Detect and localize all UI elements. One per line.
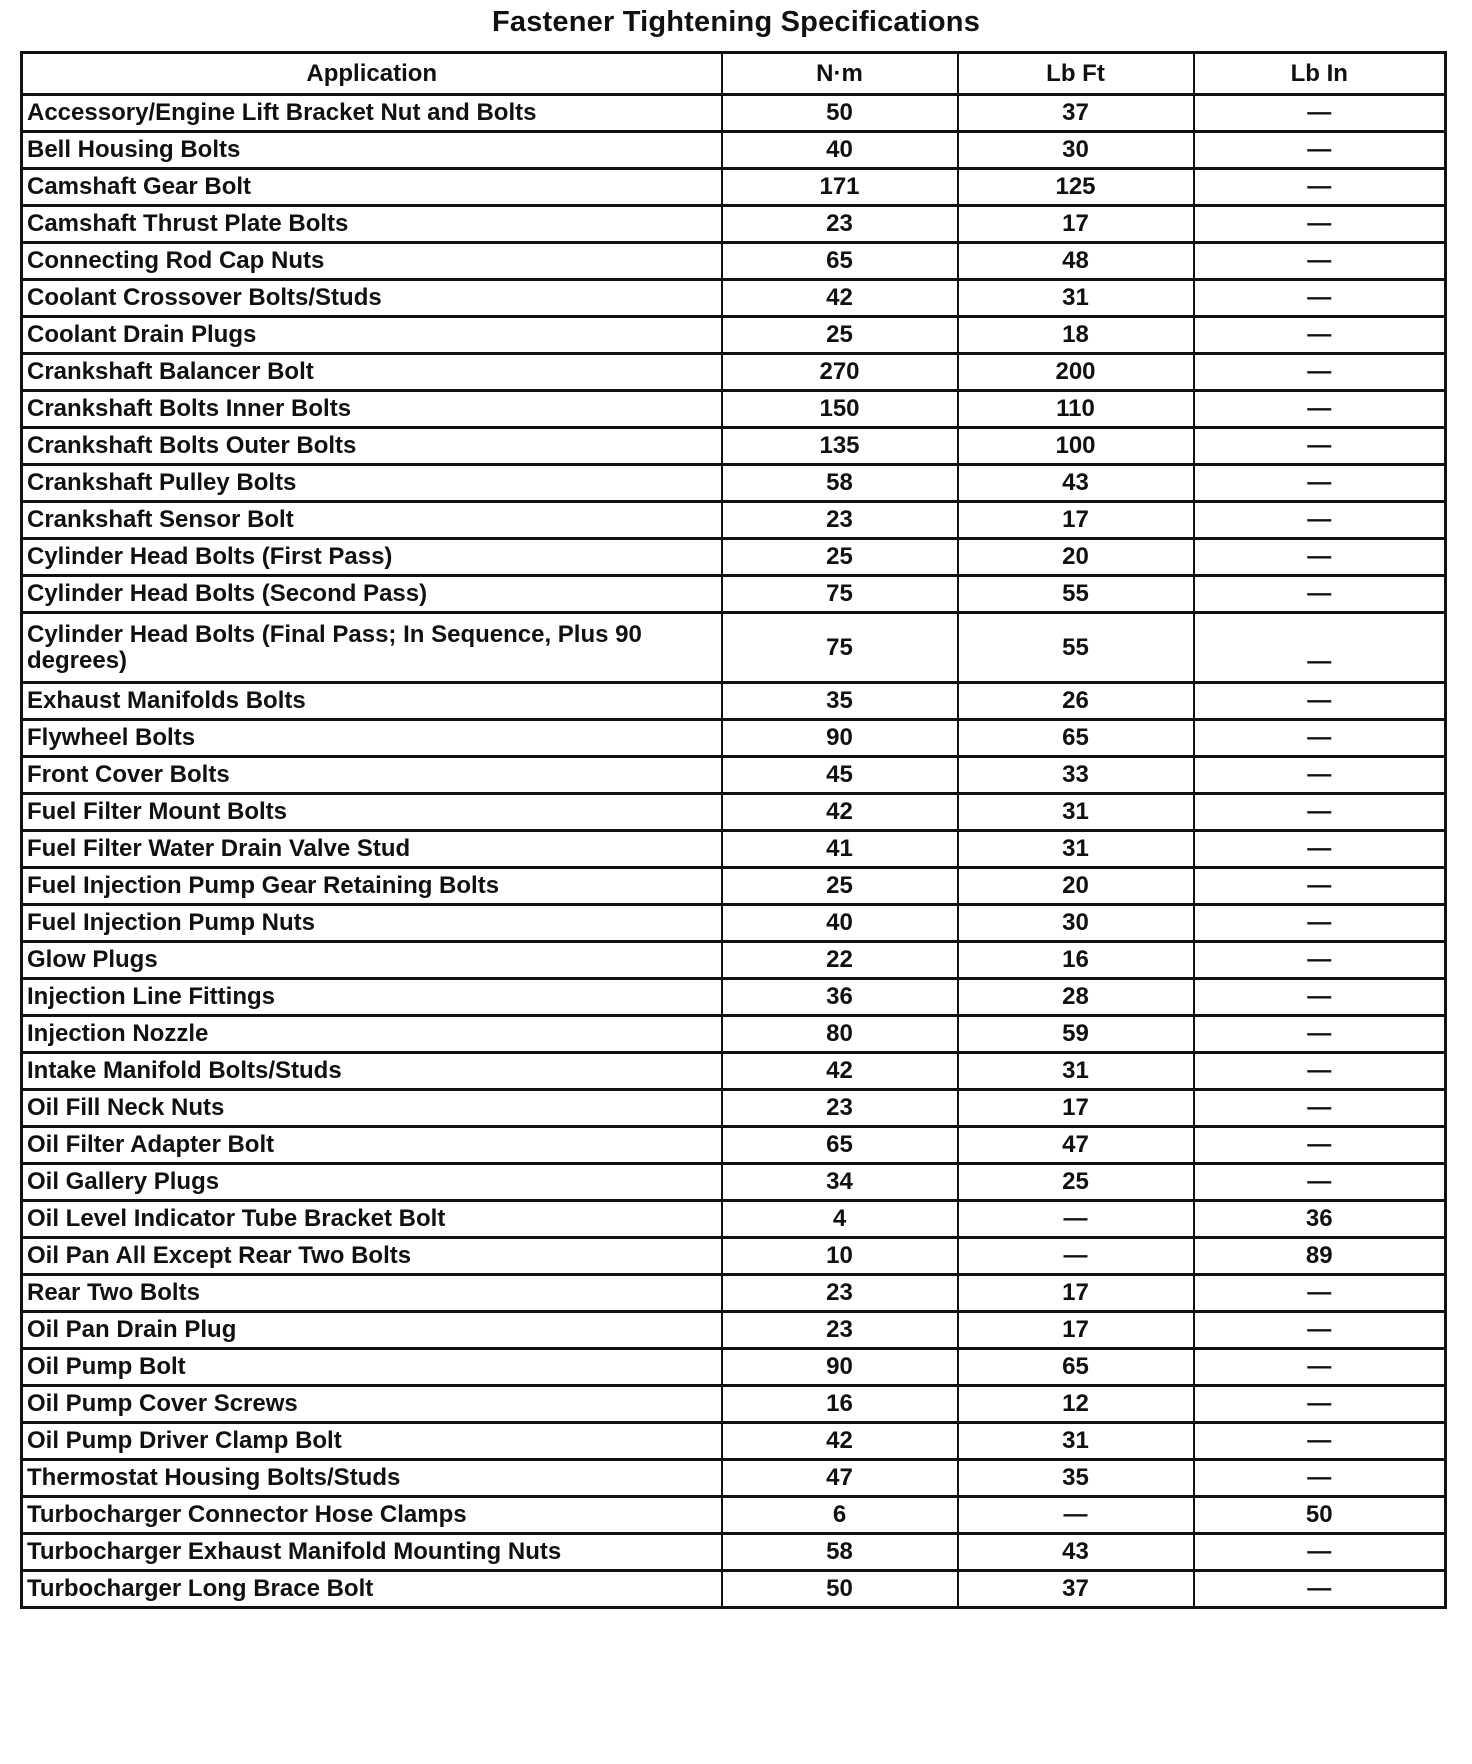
lbin-cell: — [1194,1164,1446,1201]
application-cell: Oil Pump Cover Screws [22,1386,722,1423]
lbin-cell: — [1194,280,1446,317]
column-header-nm: N·m [722,53,958,95]
application-cell: Camshaft Thrust Plate Bolts [22,206,722,243]
application-cell: Turbocharger Long Brace Bolt [22,1571,722,1608]
application-cell: Crankshaft Pulley Bolts [22,465,722,502]
lbin-cell: — [1194,1053,1446,1090]
application-cell: Crankshaft Balancer Bolt [22,354,722,391]
application-cell: Oil Pump Bolt [22,1349,722,1386]
lbin-cell: — [1194,942,1446,979]
table-row [22,1460,1446,1497]
lbft-cell: 17 [958,1312,1194,1349]
nm-cell: 6 [722,1497,958,1534]
lbin-cell: — [1194,428,1446,465]
table-row [22,868,1446,905]
application-cell: Cylinder Head Bolts (Final Pass; In Sequence, Plus 90 degrees) [22,613,722,683]
application-cell: Intake Manifold Bolts/Studs [22,1053,722,1090]
lbft-cell: 200 [958,354,1194,391]
lbft-cell: 17 [958,1275,1194,1312]
application-cell: Crankshaft Sensor Bolt [22,502,722,539]
table-row [22,613,1446,683]
lbin-cell: — [1194,757,1446,794]
lbft-cell: 28 [958,979,1194,1016]
lbin-cell: — [1194,1460,1446,1497]
lbft-cell: 37 [958,95,1194,132]
application-cell: Fuel Filter Mount Bolts [22,794,722,831]
lbin-cell: — [1194,683,1446,720]
application-cell: Injection Nozzle [22,1016,722,1053]
nm-cell: 4 [722,1201,958,1238]
application-cell: Fuel Filter Water Drain Valve Stud [22,831,722,868]
lbft-cell: 37 [958,1571,1194,1608]
nm-cell: 90 [722,720,958,757]
lbin-cell: — [1194,169,1446,206]
table-row [22,1201,1446,1238]
nm-cell: 42 [722,1423,958,1460]
lbin-cell: — [1194,539,1446,576]
application-cell: Fuel Injection Pump Gear Retaining Bolts [22,868,722,905]
lbin-cell: — [1194,243,1446,280]
lbft-cell: 47 [958,1127,1194,1164]
lbin-cell: — [1194,317,1446,354]
nm-cell: 23 [722,1090,958,1127]
application-cell: Cylinder Head Bolts (Second Pass) [22,576,722,613]
lbft-cell: — [958,1497,1194,1534]
nm-cell: 65 [722,1127,958,1164]
lbft-cell: 100 [958,428,1194,465]
lbft-cell: 26 [958,683,1194,720]
column-header-lbin: Lb In [1194,53,1446,95]
nm-cell: 25 [722,868,958,905]
table-row [22,1497,1446,1534]
table-row [22,465,1446,502]
lbin-cell: — [1194,391,1446,428]
table-row [22,979,1446,1016]
table-row [22,1238,1446,1275]
table-row [22,1423,1446,1460]
lbft-cell: 65 [958,720,1194,757]
lbin-cell: — [1194,720,1446,757]
application-cell: Oil Gallery Plugs [22,1164,722,1201]
lbft-cell: 43 [958,1534,1194,1571]
application-cell: Oil Fill Neck Nuts [22,1090,722,1127]
lbin-cell: — [1194,132,1446,169]
table-row [22,391,1446,428]
table-row [22,831,1446,868]
application-cell: Connecting Rod Cap Nuts [22,243,722,280]
nm-cell: 23 [722,1312,958,1349]
lbin-cell: — [1194,1349,1446,1386]
application-cell: Coolant Crossover Bolts/Studs [22,280,722,317]
nm-cell: 135 [722,428,958,465]
lbin-cell: — [1194,905,1446,942]
lbft-cell: 18 [958,317,1194,354]
nm-cell: 42 [722,280,958,317]
lbft-cell: — [958,1238,1194,1275]
table-row [22,1312,1446,1349]
table-row [22,942,1446,979]
table-row [22,1571,1446,1608]
table-row [22,576,1446,613]
application-cell: Oil Pump Driver Clamp Bolt [22,1423,722,1460]
lbin-cell: — [1194,465,1446,502]
lbin-cell: — [1194,1423,1446,1460]
lbft-cell: 43 [958,465,1194,502]
application-cell: Coolant Drain Plugs [22,317,722,354]
nm-cell: 16 [722,1386,958,1423]
lbft-cell: 110 [958,391,1194,428]
application-cell: Oil Pan Drain Plug [22,1312,722,1349]
application-cell: Oil Level Indicator Tube Bracket Bolt [22,1201,722,1238]
nm-cell: 90 [722,1349,958,1386]
application-cell: Thermostat Housing Bolts/Studs [22,1460,722,1497]
nm-cell: 150 [722,391,958,428]
application-cell: Front Cover Bolts [22,757,722,794]
lbin-cell: — [1194,794,1446,831]
table-row [22,720,1446,757]
table-row [22,502,1446,539]
table-header-row [22,53,1446,95]
application-cell: Oil Pan All Except Rear Two Bolts [22,1238,722,1275]
table-row [22,1164,1446,1201]
lbft-cell: 30 [958,132,1194,169]
application-cell: Turbocharger Connector Hose Clamps [22,1497,722,1534]
lbft-cell: 48 [958,243,1194,280]
nm-cell: 23 [722,206,958,243]
page-title: Fastener Tightening Specifications [491,6,981,38]
lbft-cell: 31 [958,280,1194,317]
application-cell: Turbocharger Exhaust Manifold Mounting Nuts [22,1534,722,1571]
lbin-cell: — [1194,1275,1446,1312]
lbft-cell: 31 [958,1053,1194,1090]
lbin-cell: — [1194,1312,1446,1349]
lbin-cell: — [1194,831,1446,868]
lbft-cell: 12 [958,1386,1194,1423]
fastener-spec-table [20,51,1447,1609]
table-row [22,539,1446,576]
lbin-cell: — [1194,1534,1446,1571]
nm-cell: 47 [722,1460,958,1497]
lbin-cell: — [1194,502,1446,539]
nm-cell: 80 [722,1016,958,1053]
table-row [22,794,1446,831]
lbft-cell: 31 [958,794,1194,831]
application-cell: Accessory/Engine Lift Bracket Nut and Bolts [22,95,722,132]
nm-cell: 42 [722,794,958,831]
table-row [22,905,1446,942]
nm-cell: 50 [722,95,958,132]
lbft-cell: 25 [958,1164,1194,1201]
table-row [22,428,1446,465]
lbin-cell: — [1194,868,1446,905]
lbft-cell: 31 [958,1423,1194,1460]
table-row [22,1386,1446,1423]
nm-cell: 58 [722,465,958,502]
application-cell: Crankshaft Bolts Outer Bolts [22,428,722,465]
nm-cell: 41 [722,831,958,868]
application-cell: Oil Filter Adapter Bolt [22,1127,722,1164]
nm-cell: 22 [722,942,958,979]
table-row [22,132,1446,169]
nm-cell: 40 [722,905,958,942]
table-row [22,1090,1446,1127]
nm-cell: 45 [722,757,958,794]
application-cell: Flywheel Bolts [22,720,722,757]
lbft-cell: 59 [958,1016,1194,1053]
nm-cell: 40 [722,132,958,169]
nm-cell: 10 [722,1238,958,1275]
table-row [22,1349,1446,1386]
lbin-cell: — [1194,1090,1446,1127]
table-row [22,169,1446,206]
lbft-cell: 65 [958,1349,1194,1386]
lbin-cell: — [1194,1127,1446,1164]
lbin-cell: — [1194,95,1446,132]
lbft-cell: 17 [958,206,1194,243]
lbin-cell: — [1194,206,1446,243]
lbft-cell: 55 [958,576,1194,613]
lbin-cell: — [1194,613,1446,683]
table-body [22,95,1446,1608]
nm-cell: 42 [722,1053,958,1090]
table-row [22,354,1446,391]
application-cell: Fuel Injection Pump Nuts [22,905,722,942]
lbft-cell: 20 [958,539,1194,576]
table-row [22,1053,1446,1090]
application-cell: Injection Line Fittings [22,979,722,1016]
nm-cell: 36 [722,979,958,1016]
lbin-cell: — [1194,1386,1446,1423]
lbft-cell: 35 [958,1460,1194,1497]
table-row [22,95,1446,132]
table-row [22,280,1446,317]
table-row [22,683,1446,720]
table-row [22,317,1446,354]
lbft-cell: 30 [958,905,1194,942]
lbin-cell: 50 [1194,1497,1446,1534]
nm-cell: 35 [722,683,958,720]
table-row [22,1534,1446,1571]
lbft-cell: 33 [958,757,1194,794]
table-row [22,1016,1446,1053]
lbft-cell: 17 [958,1090,1194,1127]
lbin-cell: — [1194,354,1446,391]
lbft-cell: 16 [958,942,1194,979]
application-cell: Camshaft Gear Bolt [22,169,722,206]
lbin-cell: 89 [1194,1238,1446,1275]
nm-cell: 25 [722,539,958,576]
table-row [22,243,1446,280]
lbin-cell: — [1194,576,1446,613]
nm-cell: 75 [722,576,958,613]
application-cell: Crankshaft Bolts Inner Bolts [22,391,722,428]
lbin-cell: 36 [1194,1201,1446,1238]
table-row [22,206,1446,243]
table-row [22,757,1446,794]
lbft-cell: 55 [958,613,1194,683]
lbft-cell: 31 [958,831,1194,868]
application-cell: Glow Plugs [22,942,722,979]
nm-cell: 25 [722,317,958,354]
nm-cell: 58 [722,1534,958,1571]
lbft-cell: — [958,1201,1194,1238]
nm-cell: 171 [722,169,958,206]
nm-cell: 23 [722,1275,958,1312]
nm-cell: 50 [722,1571,958,1608]
lbft-cell: 17 [958,502,1194,539]
nm-cell: 75 [722,613,958,683]
lbin-cell: — [1194,1016,1446,1053]
application-cell: Rear Two Bolts [22,1275,722,1312]
column-header-application: Application [22,53,722,95]
nm-cell: 23 [722,502,958,539]
lbin-cell: — [1194,979,1446,1016]
lbft-cell: 20 [958,868,1194,905]
application-cell: Bell Housing Bolts [22,132,722,169]
nm-cell: 65 [722,243,958,280]
nm-cell: 270 [722,354,958,391]
nm-cell: 34 [722,1164,958,1201]
lbin-cell: — [1194,1571,1446,1608]
application-cell: Cylinder Head Bolts (First Pass) [22,539,722,576]
lbft-cell: 125 [958,169,1194,206]
table-row [22,1127,1446,1164]
application-cell: Exhaust Manifolds Bolts [22,683,722,720]
column-header-lbft: Lb Ft [958,53,1194,95]
table-row [22,1275,1446,1312]
